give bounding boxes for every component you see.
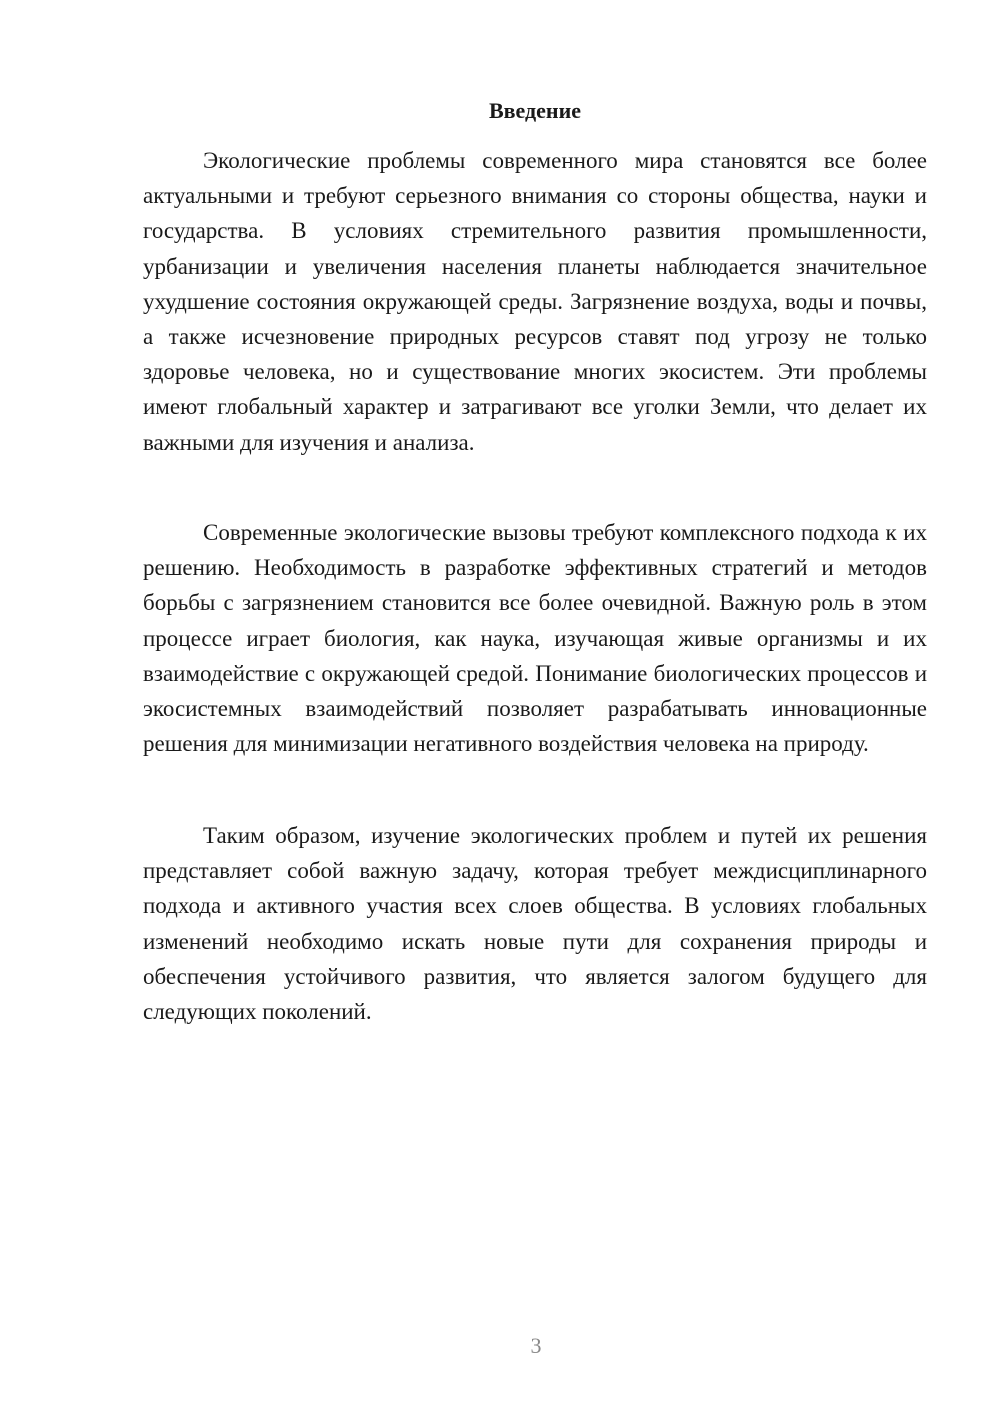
section-heading: Введение [488,98,582,123]
paragraph-1: Экологические проблемы современного мира становятся все более актуальными и требуют серьезного внимания со стороны общества, науки и государства. В условиях стремительного развития промышленности, урбанизации и увеличения населения планеты наблюдается значительное ухудшение состояния окружающей среды. Загрязнение воздуха, воды и почвы, а также исчезновение природных ресурсов ставят под угрозу не только здоровье человека, но и существование многих экосистем. Эти проблемы имеют глобальный характер и затрагивают все уголки Земли, что делает их важными для изучения и анализа. [143,148,927,455]
paragraph-3: Таким образом, изучение экологических проблем и путей их решения представляет собой важную задачу, которая требует междисциплинарного подхода и активного участия всех слоев общества. В условиях глобальных изменений необходимо искать новые пути для сохранения природы и обеспечения устойчивого развития, что является залогом будущего для следующих поколений. [143,823,927,1025]
page-number: 3 [530,1333,542,1358]
paragraph-2: Современные экологические вызовы требуют комплексного подхода к их решению. Необходимость в разработке эффективных стратегий и методов борьбы с загрязнением становится все более очевидной. Важную роль в этом процессе играет биология, как наука, изучающая живые организмы и их взаимодействие с окружающей средой. Понимание биологических процессов и экосистемных взаимодействий позволяет разрабатывать инновационные решения для минимизации негативного воздействия человека на природу. [143,520,927,757]
